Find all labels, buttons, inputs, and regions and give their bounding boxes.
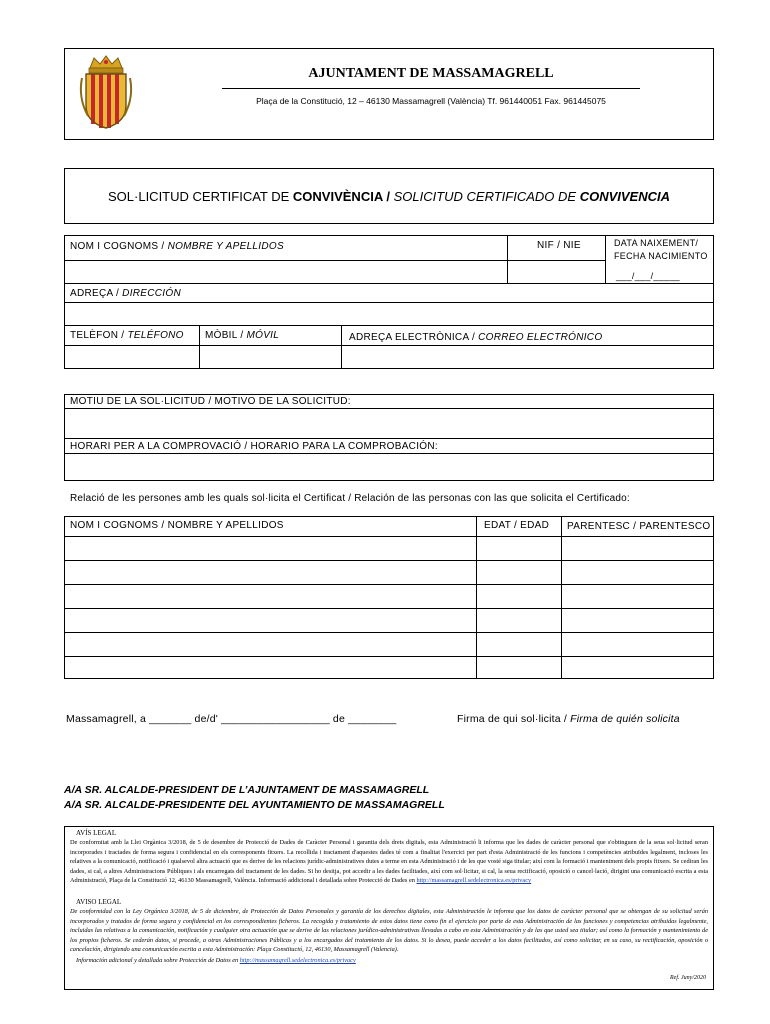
reference: Ref. Juny/2020: [670, 975, 706, 981]
header-box: [64, 48, 714, 140]
legal-extra-es: Información adicional y detallada sobre Protección de Datos en http://massamagrell.sedelectronica.es/privacy: [76, 957, 356, 964]
title-prefix: SOL·LICITUD CERTIFICAT DE: [108, 189, 293, 204]
phone-input[interactable]: [65, 346, 198, 368]
col-line: [605, 235, 606, 283]
legal-text-ca: De conformitat amb la Llei Orgànica 3/2018, de 5 de desembre de Protecció de Dades de Caràcter Personal i garantia dels drets digitals, esta Administració li informa que les dades de caràcter personal que s'obtinguen de la seua sol·licitud seran incorporades i tractades de forma segura i confidencial en els corresponents fitxers. La recollida i tractament d'aquestes dades té com a finalitat l'exercici per part d'esta Administració de les funcions i competències atribuïdes legalment, incloses les relatives a la comunicació, notificació i qualsevol altra actuació que es derive de les relacions jurídic-administratives dutes a terme en esta Administració i de les que vosté siga titular; així com la formació i manteniment dels propis fitxers. Se cediran les dades, si cal, a altres Administracions Públiques i als encarregats del tractament de les dades. Si ho desitja, pot accedir a les dades facilitades, així com sol·licitar, si cal, la seua rectificació, oposició o cancel·lació, dirigint una comunicació escrita a esta Administració, Plaça de la Constitució 12, 46130 Massamagrell, València. Informació addicional i detallada sobre Protecció de Dades en http://massamagrell.sedelectronica.es/privacy: [70, 839, 708, 885]
privacy-link-es[interactable]: http://massamagrell.sedelectronica.es/privacy: [239, 957, 356, 964]
addressee-es: A/A SR. ALCALDE-PRESIDENTE DEL AYUNTAMIENTO DE MASSAMAGRELL: [64, 799, 445, 811]
mobile-label: MÒBIL / MÓVIL: [205, 330, 280, 341]
org-address: Plaça de la Constitució, 12 – 46130 Massamagrell (València) Tf. 961440051 Fax. 961445075: [256, 96, 606, 106]
birthdate-field[interactable]: ___/___/_____: [616, 271, 680, 281]
address-label: ADREÇA / DIRECCIÓN: [70, 288, 181, 299]
org-name: AJUNTAMENT DE MASSAMAGRELL: [308, 66, 554, 81]
person-row-input[interactable]: [65, 609, 713, 631]
row-line: [64, 325, 714, 326]
person-row-input[interactable]: [65, 537, 713, 559]
title-bold-es: CONVIVENCIA: [579, 189, 670, 204]
title-bold-ca: CONVIVÈNCIA: [292, 189, 383, 204]
legal-text-es: De conformidad con la Ley Orgánica 3/2018, de 5 de diciembre, de Protección de Datos Personales y garantía de los derechos digitales, esta Administración le informa que los datos de carácter personal que se obtengan de su solicitud serán incorporados y tratados de forma segura y confidencial en los correspondientes ficheros. La recogida y tratamiento de estos datos tiene como fin el ejercicio por parte de esta Administración de las funciones y competencias atribuidas legalmente, incluidas las relativas a la comunicación, notificación y cualquier otra actuación que se derive de las relaciones jurídico-administrativas llevadas a cabo en esta Administración y de las que usted sea titular; así como la formación y mantenimiento de los propios ficheros. Se cederán datos, si procede, a otras Administraciones Públicas y a los encargados del tratamiento de los datos. Si lo desea, puede acceder a los datos facilitados, así como solicitar, en su caso, su rectificación, oposición o cancelación, dirigiendo una comunicación escrita a esta Administración: Plaça Constitució, 12, 46130, Massamagrell (Valencia).: [70, 908, 708, 954]
name-input[interactable]: [65, 261, 506, 282]
signature-label: Firma de qui sol·licita / Firma de quién solicita: [457, 713, 680, 725]
phone-label: TELÈFON / TELÉFONO: [70, 330, 184, 341]
coat-of-arms-logo: [76, 54, 136, 130]
person-row-input[interactable]: [65, 657, 713, 678]
name-label: NOM I COGNOMS / NOMBRE Y APELLIDOS: [70, 241, 284, 252]
reason-label: MOTIU DE LA SOL·LICITUD / MOTIVO DE LA SOLICITUD:: [70, 396, 351, 407]
email-label: ADREÇA ELECTRÒNICA / CORREO ELECTRÓNICO: [349, 332, 603, 343]
place-date-line[interactable]: Massamagrell, a _______ de/d' __________________ de ________: [66, 713, 397, 725]
legal-title-es: AVISO LEGAL: [76, 898, 122, 906]
birthdate-label-es: FECHA NACIMIENTO: [614, 251, 708, 261]
header-rule: [222, 88, 640, 89]
title-italic-es: SOLICITUD CERTIFICADO DE: [393, 189, 580, 204]
person-row-input[interactable]: [65, 585, 713, 607]
col-header-name: NOM I COGNOMS / NOMBRE Y APELLIDOS: [70, 520, 284, 531]
nif-input[interactable]: [508, 261, 604, 282]
nif-label: NIF / NIE: [537, 240, 581, 251]
reason-input[interactable]: [65, 409, 713, 437]
title-slash: /: [382, 189, 394, 204]
col-header-relationship: PARENTESC / PARENTESCO: [567, 521, 711, 532]
mobile-input[interactable]: [200, 346, 340, 368]
col-header-age: EDAT / EDAD: [484, 520, 550, 531]
email-input[interactable]: [342, 346, 713, 368]
schedule-input[interactable]: [65, 454, 713, 480]
privacy-link-ca[interactable]: http://massamagrell.sedelectronica.es/privacy: [416, 877, 532, 885]
legal-title-ca: AVÍS LEGAL: [76, 829, 117, 837]
person-row-input[interactable]: [65, 633, 713, 655]
addressee-ca: A/A SR. ALCALDE-PRESIDENT DE L’AJUNTAMENT DE MASSAMAGRELL: [64, 784, 430, 796]
address-input[interactable]: [65, 303, 713, 324]
row-line: [64, 283, 714, 284]
schedule-label: HORARI PER A LA COMPROVACIÓ / HORARIO PARA LA COMPROBACIÓN:: [70, 441, 438, 452]
form-title: [64, 189, 714, 204]
person-row-input[interactable]: [65, 561, 713, 583]
row-line: [64, 438, 714, 439]
birthdate-label-ca: DATA NAIXEMENT/: [614, 238, 699, 248]
persons-intro: Relació de les persones amb les quals sol·licita el Certificat / Relación de las personas con las que solicita el Certificado:: [70, 493, 630, 504]
